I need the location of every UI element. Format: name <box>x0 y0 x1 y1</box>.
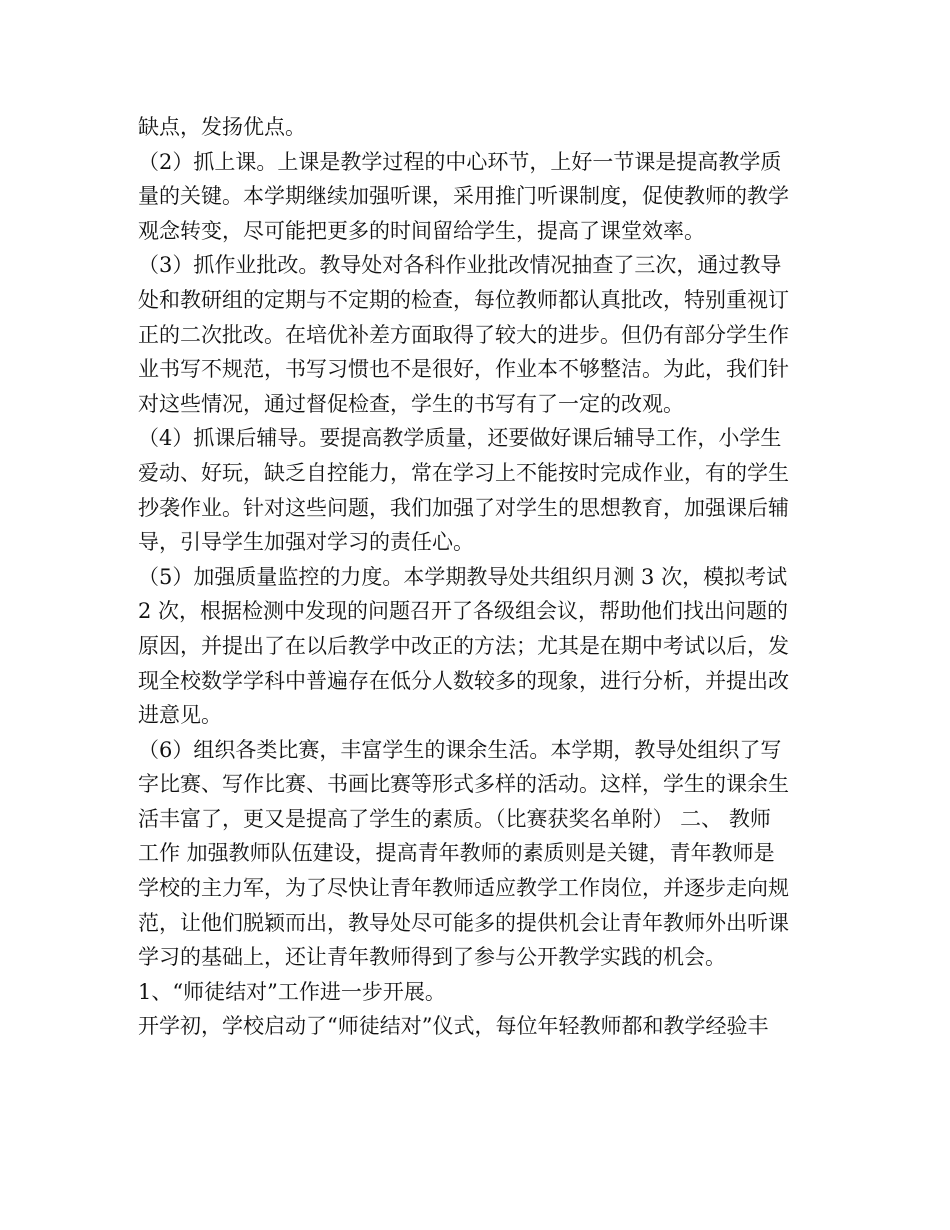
text-line: 量的关键。本学期继续加强听课，采用推门听课制度，促使教师的教学 <box>138 184 789 209</box>
text-line: 工作 加强教师队伍建设，提高青年教师的素质则是关键，青年教师是 <box>138 841 775 866</box>
text-line: 字比赛、写作比赛、书画比赛等形式多样的活动。这样，学生的课余生 <box>138 772 789 797</box>
text-line: 原因，并提出了在以后教学中改正的方法；尤其是在期中考试以后，发 <box>138 633 789 658</box>
text-line: （6）组织各类比赛，丰富学生的课余生活。本学期，教导处组织了写 <box>138 737 782 762</box>
text-line: 爱动、好玩，缺乏自控能力，常在学习上不能按时完成作业，有的学生 <box>138 460 789 485</box>
text-line: 对这些情况，通过督促检查，学生的书写有了一定的改观。 <box>138 391 684 416</box>
text-line: 范，让他们脱颖而出，教导处尽可能多的提供机会让青年教师外出听课 <box>138 910 789 935</box>
text-line: 学校的主力军，为了尽快让青年教师适应教学工作岗位，并逐步走向规 <box>138 876 789 901</box>
text-line: 学习的基础上，还让青年教师得到了参与公开教学实践的机会。 <box>138 945 726 970</box>
text-line: 导，引导学生加强对学习的责任心。 <box>138 530 474 555</box>
text-line: （2）抓上课。上课是教学过程的中心环节，上好一节课是提高教学质 <box>138 149 782 174</box>
text-line: 1、“师徒结对”工作进一步开展。 <box>138 979 446 1004</box>
text-line: （5）加强质量监控的力度。本学期教导处共组织月测 3 次，模拟考试 <box>138 564 788 589</box>
text-line: 缺点，发扬优点。 <box>138 115 306 139</box>
text-line: 进意见。 <box>138 703 222 728</box>
text-line: 活丰富了，更又是提高了学生的素质。（比赛获奖名单附） 二、 教师 <box>138 806 771 831</box>
text-line: 观念转变，尽可能把更多的时间留给学生，提高了课堂效率。 <box>138 218 705 243</box>
text-line: 抄袭作业。针对这些问题，我们加强了对学生的思想教育，加强课后辅 <box>138 495 789 520</box>
document-body <box>138 110 818 1044</box>
text-line: （4）抓课后辅导。要提高教学质量，还要做好课后辅导工作，小学生 <box>138 426 782 451</box>
text-line: 现全校数学学科中普遍存在低分人数较多的现象，进行分析，并提出改 <box>138 668 789 693</box>
text-line: （3）抓作业批改。教导处对各科作业批改情况抽查了三次，通过教导 <box>138 253 782 278</box>
text-line: 开学初，学校启动了“师徒结对”仪式，每位年轻教师都和教学经验丰 <box>138 1014 769 1039</box>
text-line: 正的二次批改。在培优补差方面取得了较大的进步。但仍有部分学生作 <box>138 322 789 347</box>
text-line: 2 次，根据检测中发现的问题召开了各级组会议，帮助他们找出问题的 <box>138 599 789 624</box>
text-line: 处和教研组的定期与不定期的检查，每位教师都认真批改，特别重视订 <box>138 287 789 312</box>
text-line: 业书写不规范，书写习惯也不是很好，作业本不够整洁。为此，我们针 <box>138 357 789 382</box>
